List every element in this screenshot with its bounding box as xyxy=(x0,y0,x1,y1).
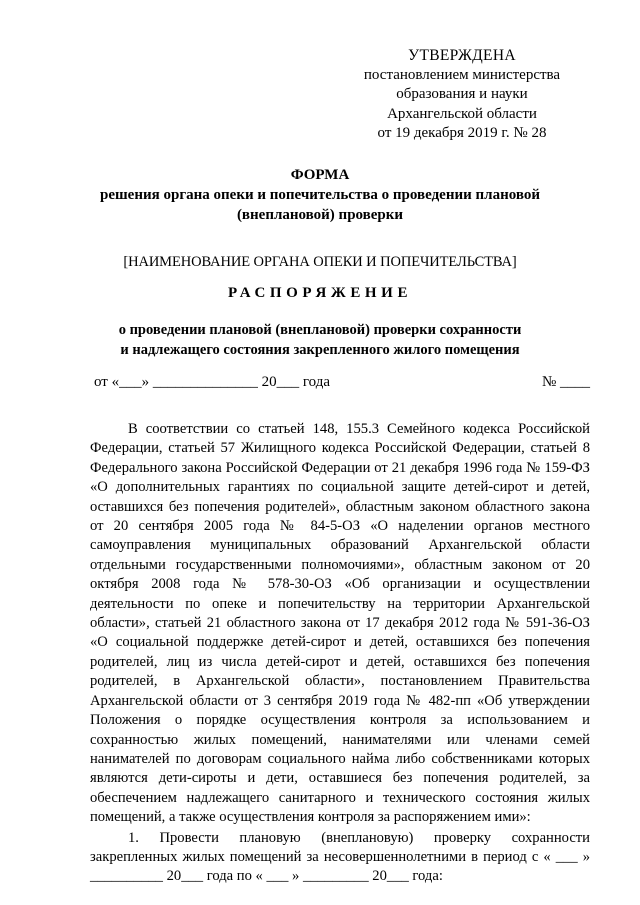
subject-line: о проведении плановой (внеплановой) проверки сохранности xyxy=(118,322,522,338)
number-blank: № ____ xyxy=(541,374,590,390)
approval-title: УТВЕРЖДЕНА xyxy=(408,47,516,64)
form-subtitle-line: решения органа опеки и попечительства о проведении плановой xyxy=(100,187,540,203)
approval-line: Архангельской области xyxy=(387,105,537,122)
approval-stamp xyxy=(352,46,572,144)
document-type-heading: РАСПОРЯЖЕНИЕ xyxy=(227,285,413,301)
form-subtitle-line: (внеплановой) проверки xyxy=(236,207,404,223)
list-item xyxy=(90,829,590,887)
date-blank: от «___» ______________ 20___ года xyxy=(94,374,330,390)
approval-date: от 19 декабря 2019 г. № 28 xyxy=(377,125,547,141)
form-title: ФОРМА xyxy=(290,167,350,183)
subject-line: и надлежащего состояния закрепленного жилого помещения xyxy=(120,342,520,358)
legal-basis-paragraph: В соответствии со статьей 148, 155.3 Семейного кодекса Российской Федерации, статьей 57 Жилищного кодекса Российской Федерации, статьей 8 Федерального закона Российской Федерации от 21 декабря 1996 года № 159-ФЗ «О дополнительных гарантиях по социальной защите детей-сирот и детей, оставшихся без попечения родителей», областным законом областного закона от 20 сентября 2005 года № 84-5-ОЗ «О наделении органов местного самоуправления муниципальных образований Архангельской области отдельными государственными полномочиями», областным законом от 20 октября 2008 года № 578-30-ОЗ «Об организации и осуществлении деятельности по опеке и попечительству на территории Архангельской области», статьей 21 областного закона от 17 декабря 2012 года № 591-36-ОЗ «О социальной поддержке детей-сирот и детей, оставшихся без попечения родителей, лиц из числа детей-сирот и детей, оставшихся без попечения родителей, в Архангельской области», постановлением Правительства Архангельской области от 3 сентября 2019 года № 482-пп «Об утверждении Положения о порядке осуществления контроля за использованием и сохранностью жилых помещений, нанимателями или членами семей нанимателей по договорам социального найма либо собственниками которых являются дети-сироты и дети, оставшиеся без попечения родителей, за обеспечением надлежащего санитарного и технического состояния жилых помещений, а также осуществления контроля за распоряжением ими»: xyxy=(90,421,590,826)
form-heading xyxy=(90,165,550,225)
authority-name-placeholder: [НАИМЕНОВАНИЕ ОРГАНА ОПЕКИ И ПОПЕЧИТЕЛЬСТВА] xyxy=(123,254,517,270)
approval-line: образования и науки xyxy=(396,86,528,102)
document-body xyxy=(90,420,590,887)
date-number-line xyxy=(94,374,590,394)
approval-line: постановлением министерства xyxy=(363,66,561,83)
item-number: 1. xyxy=(128,829,139,846)
document-subject xyxy=(100,320,540,360)
item-text: Провести плановую (внеплановую) проверку сохранности закрепленных жилых помещений за несовершеннолетними в период с « ___ » __________ 20___ года по « ___ » _________ 20___ года: xyxy=(90,829,590,885)
